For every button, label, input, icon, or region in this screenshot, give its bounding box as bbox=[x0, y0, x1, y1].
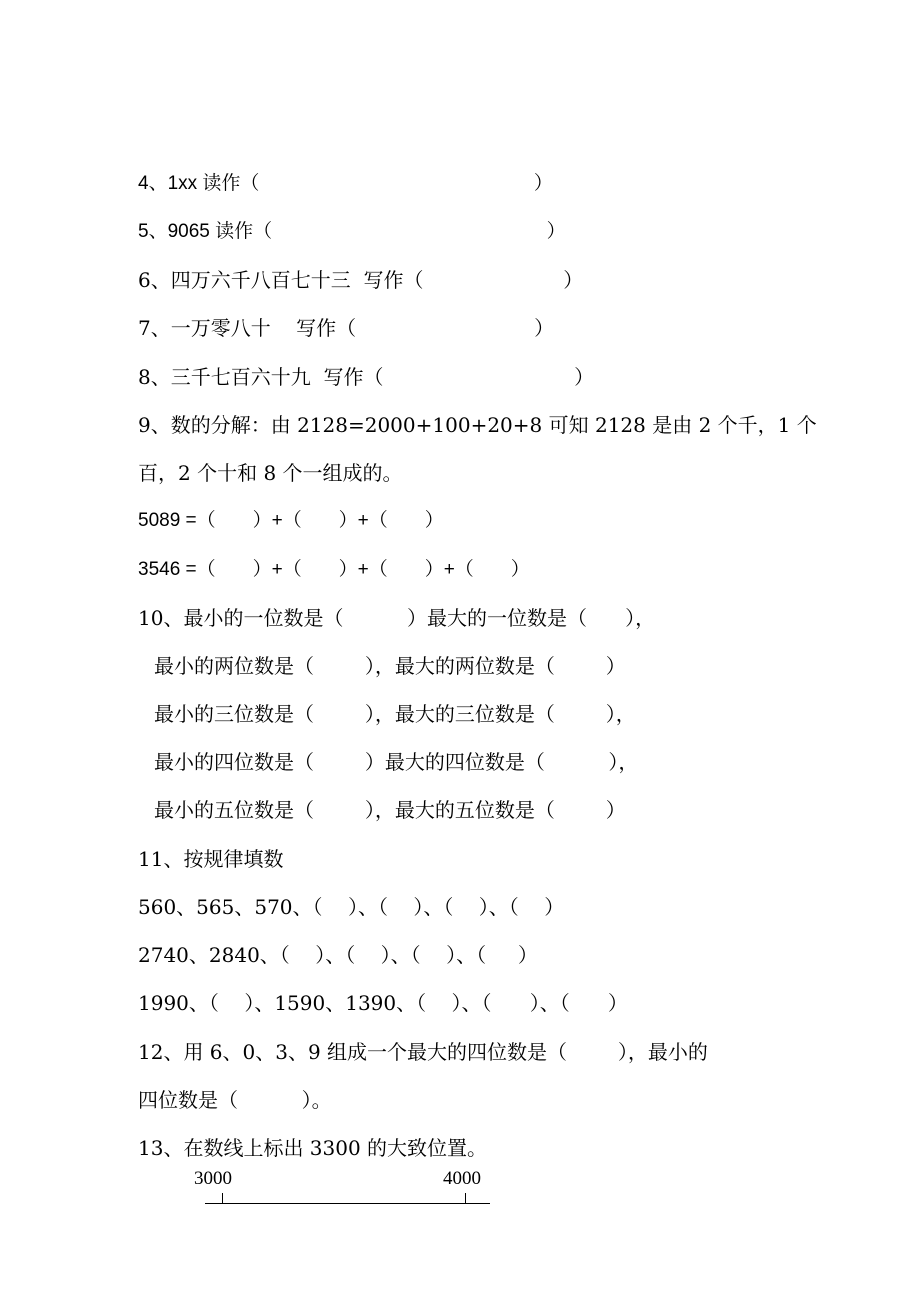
numberline-tick-4000 bbox=[465, 1193, 466, 1204]
q9-line-2: 百，2 个十和 8 个一组成的。 bbox=[138, 461, 403, 485]
q11-sequence-3: 1990、（ ）、1590、1390、（ ）、（ ）、（ ） bbox=[138, 991, 628, 1015]
q10-line-2: 最小的两位数是（ ），最大的两位数是（ ） bbox=[154, 654, 626, 678]
q10-line-3: 最小的三位数是（ ），最大的三位数是（ ）， bbox=[154, 702, 636, 726]
q12-line-2: 四位数是（ ）。 bbox=[138, 1088, 332, 1112]
q6-line: 6、四万六千八百七十三 写作（ ） bbox=[138, 268, 584, 292]
q13-line: 13、在数线上标出 3300 的大致位置。 bbox=[138, 1136, 488, 1160]
numberline-axis bbox=[205, 1203, 490, 1204]
q11-sequence-1: 560、565、570、（ ）、（ ）、（ ）、（ ） bbox=[138, 895, 565, 919]
q10-line-4: 最小的四位数是（ ）最大的四位数是（ ）， bbox=[154, 750, 639, 774]
q10-line-1: 10、最小的一位数是（ ）最大的一位数是（ ）， bbox=[138, 606, 656, 630]
q11-sequence-2: 2740、2840、（ ）、（ ）、（ ）、（ ） bbox=[138, 943, 538, 967]
q4-line: 4、1xx 读作（ ） bbox=[138, 173, 553, 194]
q9-line-1: 9、数的分解：由 2128=2000+100+20+8 可知 2128 是由 2 个千，1 个 bbox=[138, 413, 817, 437]
q9-5089-line: 5089 =（ ）+（ ）+（ ） bbox=[138, 510, 444, 531]
numberline-left-label: 3000 bbox=[194, 1168, 232, 1189]
q11-title: 11、按规律填数 bbox=[138, 847, 284, 871]
numberline-tick-3000 bbox=[222, 1193, 223, 1204]
q7-line: 7、一万零八十 写作（ ） bbox=[138, 316, 555, 340]
q8-line: 8、三千七百六十九 写作（ ） bbox=[138, 365, 595, 389]
q9-3546-line: 3546 =（ ）+（ ）+（ ）+（ ） bbox=[138, 559, 530, 580]
q10-line-5: 最小的五位数是（ ），最大的五位数是（ ） bbox=[154, 798, 626, 822]
numberline-right-label: 4000 bbox=[443, 1168, 481, 1189]
q5-line: 5、9065 读作（ ） bbox=[138, 221, 566, 242]
q12-line-1: 12、用 6、0、3、9 组成一个最大的四位数是（ ），最小的 bbox=[138, 1040, 708, 1064]
